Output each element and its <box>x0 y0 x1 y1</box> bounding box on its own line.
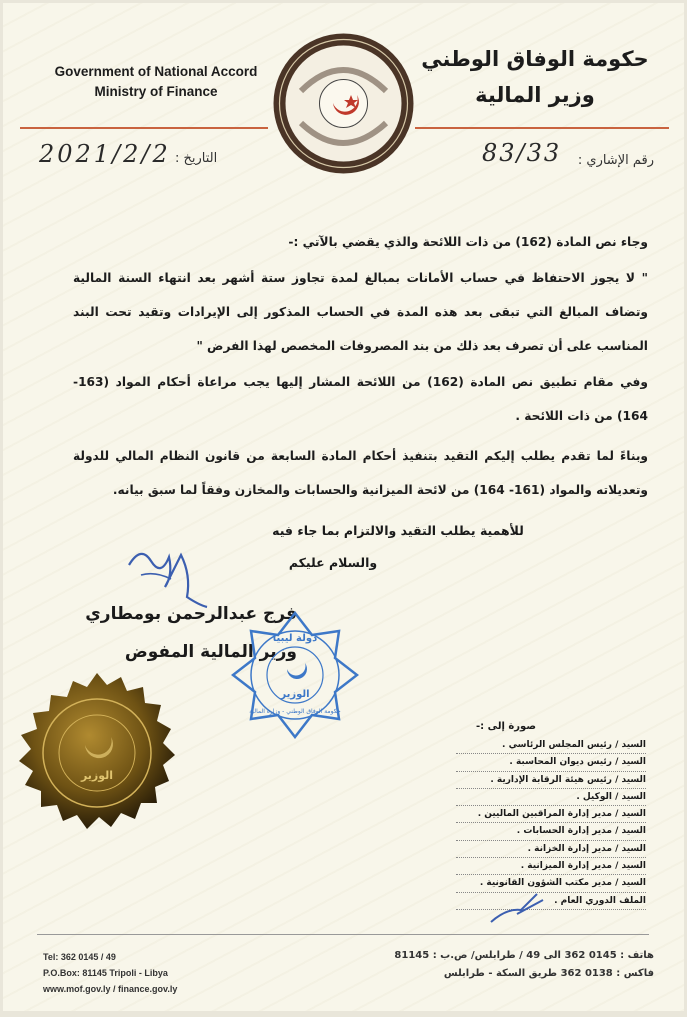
footer-phone-ar: هاتف : 0145 362 الى 49 / طرابلس/ ص.ب : 81145 <box>394 950 654 961</box>
date-label: : التاريخ <box>175 151 218 166</box>
salutation: والسلام عليكم <box>288 555 378 570</box>
list-item: السيد / مدير مكتب الشؤون القانونية . <box>456 875 646 892</box>
gold-embossed-seal <box>15 671 180 836</box>
list-item: السيد / مدير إدارة الميزانية . <box>456 858 646 875</box>
reference-label: رقم الإشاري : <box>577 153 654 168</box>
footer-website: www.mof.gov.ly / finance.gov.ly <box>43 984 178 994</box>
closing-line: للأهمية يطلب التقيد والالتزام بما جاء فيه <box>272 523 524 538</box>
body-paragraph-3: وفي مقام تطبيق نص المادة (162) من اللائحة المشار إليها يجب مراعاة أحكام المواد (163- 164) من ذات اللائحة . <box>73 375 648 423</box>
list-item: السيد / رئيس المجلس الرئاسي . <box>456 737 646 754</box>
list-item: السيد / مدير إدارة المراقبين الماليين . <box>456 806 646 823</box>
header-rule-left <box>20 127 268 129</box>
letter-page <box>3 3 684 1011</box>
ministry-blue-stamp <box>231 611 359 739</box>
list-item: السيد / الوكيل . <box>456 789 646 806</box>
header-government-ar: حكومة الوفاق الوطني <box>421 47 649 71</box>
cc-title: صورة إلى :- <box>475 721 536 732</box>
footer-tel: Tel: 362 0145 / 49 <box>43 952 116 962</box>
header-rule-right <box>415 127 669 129</box>
footer-rule <box>37 934 649 935</box>
signatory-title: وزير المالية المفوض <box>124 642 297 662</box>
footer-arabic <box>354 947 654 983</box>
blue-stamp-bottom-text: حكومة الوفاق الوطني - وزارة المالية <box>249 708 341 715</box>
footer-pobox: P.O.Box: 81145 Tripoli - Libya <box>43 968 168 978</box>
signature-initials <box>487 888 547 928</box>
body-paragraph-1: وجاء نص المادة (162) من ذات اللائحة والذي يقضي بالآتي :- <box>288 235 648 249</box>
letter-body <box>73 225 648 507</box>
state-emblem-logo <box>271 31 416 176</box>
date-value: 2021/2/2 <box>39 140 171 168</box>
header-government-en: Government of National Accord <box>54 64 258 79</box>
header-ministry-ar: وزير المالية <box>475 83 595 107</box>
header-arabic <box>420 41 650 113</box>
reference-number: 83/33 <box>482 139 562 167</box>
list-item: السيد / رئيس هيئة الرقابة الإدارية . <box>456 772 646 789</box>
gold-seal-text: الوزير <box>80 769 114 782</box>
list-item: السيد / مدير إدارة الخزانة . <box>456 841 646 858</box>
signatory-name: فرج عبدالرحمن بومطاري <box>85 604 297 624</box>
list-item: الملف الدوري العام . <box>456 893 646 910</box>
copy-distribution-list <box>396 717 646 910</box>
list-item: السيد / مدير إدارة الحسابات . <box>456 823 646 840</box>
header-english <box>40 62 272 102</box>
blue-stamp-mid-text: الوزير <box>280 689 310 700</box>
footer-fax-ar: فاكس : 0138 362 طريق السكة - طرابلس <box>443 968 654 979</box>
body-paragraph-2: " لا يجوز الاحتفاظ في حساب الأمانات بمبالغ لمدة تجاوز ستة أشهر بعد انتهاء السنة المالية وتضاف المبالغ التي تبقى بعد هذه المدة في الحساب المذكور إلى الإيرادات وتقيد تحت البند المناسب على أن تصرف بعد ذلك من بند المصروفات المخصص لهذا الفرض " <box>73 271 648 353</box>
footer-english <box>43 949 177 997</box>
blue-stamp-top-text: دولة ليبيا <box>272 633 318 644</box>
header-ministry-en: Ministry of Finance <box>94 84 218 99</box>
body-paragraph-4: وبناءً لما تقدم يطلب إليكم التقيد بتنفيذ أحكام المادة السابعة من قانون النظام المالي للدولة وتعديلاته والمواد (161- 164) من لائحة الميزانية والحسابات والمخازن وفقاً لما سبق بيانه. <box>73 449 648 497</box>
list-item: السيد / رئيس ديوان المحاسبة . <box>456 754 646 771</box>
